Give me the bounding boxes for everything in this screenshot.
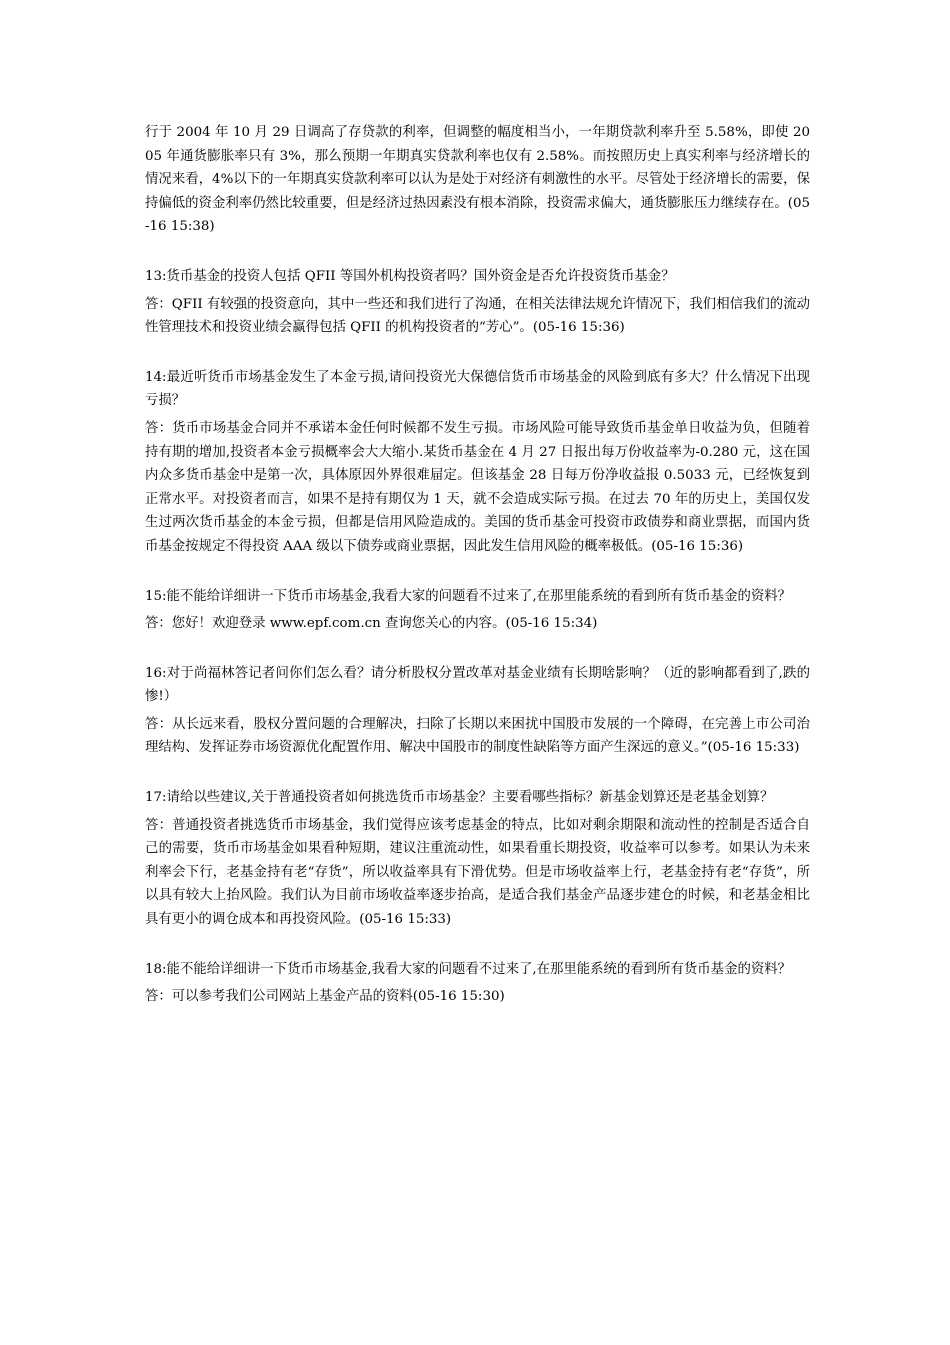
qa-item-13 [145,265,810,340]
qa-item-17 [145,786,810,932]
answer-text: 答：您好！欢迎登录 www.epf.com.cn 查询您关心的内容。(05-16 15:34) [145,616,598,632]
question-text: 15:能不能给详细讲一下货币市场基金,我看大家的问题看不过来了,在那里能系统的看到所有货币基金的资料？ [145,588,792,604]
intro-block [145,121,810,239]
answer-text: 答：普通投资者挑选货币市场基金，我们觉得应该考虑基金的特点，比如对剩余期限和流动性的控制是否适合自己的需要，货币市场基金如果看种短期，建议注重流动性，如果看重长期投资，收益率可以参考。如果认为未来利率会下行，老基金持有老“存货”，所以收益率具有下滑优势。但是市场收益率上行，老基金持有老“存货”，所以具有较大上抬风险。我们认为目前市场收益率逐步抬高，是适合我们基金产品逐步建仓的时候，和老基金相比具有更小的调仓成本和再投资风险。(05-16 15:33) [145,817,810,928]
intro-paragraph: 行于 2004 年 10 月 29 日调高了存贷款的利率，但调整的幅度相当小，一年期贷款利率升至 5.58%，即使 2005 年通货膨胀率只有 3%，那么预期一年期真实贷款利率也仅有 2.58%。而按照历史上真实利率与经济增长的情况来看，4%以下的一年期真实贷款利率可以认为是处于对经济有刺激性的水平。尽管处于经济增长的需要，保持偏低的资金利率仍然比较重要，但是经济过热因素没有根本消除，投资需求偏大，通货膨胀压力继续存在。(05-16 15:38) [145,125,811,235]
qa-item-18 [145,958,810,1009]
qa-item-14 [145,366,810,559]
answer-text: 答：QFII 有较强的投资意向，其中一些还和我们进行了沟通，在相关法律法规允许情况下，我们相信我们的流动性管理技术和投资业绩会赢得包括 QFII 的机构投资者的“芳心”。(05-16 15:36) [145,296,810,336]
answer-text: 答：可以参考我们公司网站上基金产品的资料(05-16 15:30) [145,989,505,1005]
question-text: 17:请给以些建议,关于普通投资者如何挑选货币市场基金？主要看哪些指标？新基金划算还是老基金划算？ [145,790,774,806]
document-page [145,121,810,1035]
answer-text: 答：货币市场基金合同并不承诺本金任何时候都不发生亏损。市场风险可能导致货币基金单日收益为负，但随着持有期的增加,投资者本金亏损概率会大大缩小.某货币基金在 4 月 27 日报出每万份收益率为-0.280 元，这在国内众多货币基金中是第一次，具体原因外界很难屇定。但该基金 28 日每万份净收益报 0.5033 元，已经恢复到正常水平。对投资者而言，如果不是持有期仅为 1 天，就不会造成实际亏损。在过去 70 年的历史上，美国仅发生过两次货币基金的本金亏损，但都是信用风险造成的。美国的货币基金可投资市政债券和商业票据，而国内货币基金按规定不得投资 AAA 级以下债券或商业票据，因此发生信用风险的概率极低。(05-16 15:36) [145,420,810,554]
question-text: 16:对于尚福林答记者问你们怎么看？请分析股权分置改革对基金业绩有长期啥影响？（近的影响都看到了,跌的惨!） [145,665,810,705]
qa-item-16 [145,662,810,760]
question-text: 13:货币基金的投资人包括 QFII 等国外机构投资者吗？国外资金是否允许投资货币基金？ [145,268,675,284]
question-text: 14:最近听货币市场基金发生了本金亏损,请问投资光大保德信货币市场基金的风险到底有多大？什么情况下出现亏损？ [145,369,810,409]
qa-item-15 [145,585,810,636]
answer-text: 答：从长远来看，股权分置问题的合理解决，扫除了长期以来困扰中国股市发展的一个障碍，在完善上市公司治理结构、发挥证券市场资源优化配置作用、解决中国股市的制度性缺陷等方面产生深远的意义。”(05-16 15:33) [145,716,810,756]
question-text: 18:能不能给详细讲一下货币市场基金,我看大家的问题看不过来了,在那里能系统的看到所有货币基金的资料？ [145,961,792,977]
